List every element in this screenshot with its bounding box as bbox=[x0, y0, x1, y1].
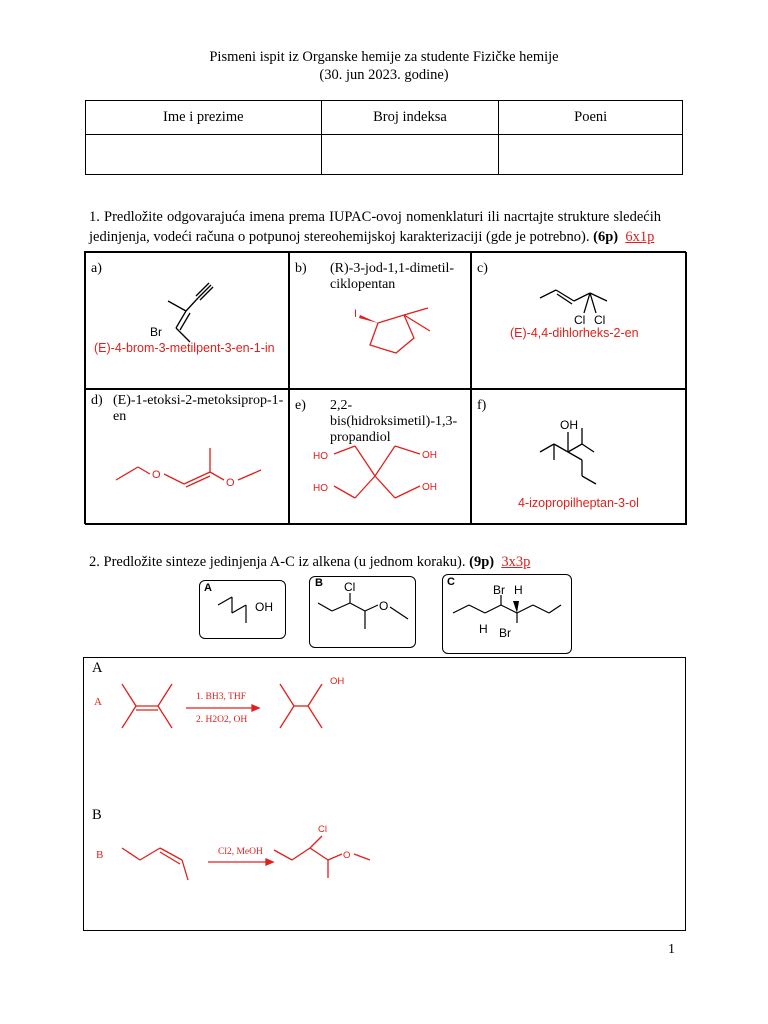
student-info-table bbox=[85, 100, 683, 175]
answer-box bbox=[83, 657, 686, 931]
product-b-o: O bbox=[343, 850, 351, 861]
question-2-text: 2. Predložite sinteze jedinjenja A-C iz alkena (u jednom koraku). bbox=[89, 554, 466, 570]
cell-d-given: (E)-1-etoksi-2-metoksiprop-1-en bbox=[113, 393, 284, 424]
question-1-text: 1. Predložite odgovarajuća imena prema IUPAC-ovoj nomenklaturi ili nacrtajte strukture sledećih jedinjenja, vodeći računa o potpunoj stereohemijskoj karakterizaciji (gde je potrebno). bbox=[89, 209, 661, 245]
cell-b bbox=[289, 252, 471, 389]
reaction-a bbox=[104, 670, 404, 750]
exam-date: (30. jun 2023. godine) bbox=[319, 67, 449, 83]
target-b-label: B bbox=[315, 577, 323, 589]
target-a-box bbox=[199, 580, 286, 639]
cell-a-answer: (E)-4-brom-3-metilpent-3-en-1-in bbox=[94, 341, 275, 355]
cell-c bbox=[471, 252, 687, 389]
atom-e-oh-2: OH bbox=[422, 482, 437, 493]
cell-a-label: a) bbox=[91, 261, 102, 276]
name-field[interactable] bbox=[86, 135, 322, 175]
target-b-box bbox=[309, 576, 416, 648]
reagent-b: Cl2, MeOH bbox=[218, 847, 263, 857]
atom-target-b-o: O bbox=[379, 599, 389, 613]
question-2 bbox=[89, 552, 661, 572]
column-header-index: Broj indeksa bbox=[321, 101, 499, 135]
exam-title: Pismeni ispit iz Organske hemije za studente Fizičke hemije bbox=[209, 49, 559, 65]
index-field[interactable] bbox=[321, 135, 499, 175]
atom-f-oh: OH bbox=[560, 420, 578, 432]
cell-b-given: (R)-3-jod-1,1-dimetil-ciklopentan bbox=[330, 261, 455, 292]
structure-e bbox=[310, 440, 470, 520]
atom-target-c-h-2: H bbox=[479, 622, 488, 636]
product-a-oh: OH bbox=[330, 676, 345, 687]
atom-d-o-1: O bbox=[152, 469, 161, 481]
answer-b-label: B bbox=[92, 807, 102, 823]
structure-target-c bbox=[443, 575, 573, 653]
atom-e-ho-1: HO bbox=[313, 451, 328, 462]
question-1-grid bbox=[84, 251, 686, 524]
product-b-cl: Cl bbox=[318, 824, 327, 835]
target-c-box bbox=[442, 574, 572, 654]
reaction-b bbox=[114, 818, 434, 898]
column-header-points: Poeni bbox=[499, 101, 683, 135]
cell-f-answer: 4-izopropilheptan-3-ol bbox=[518, 496, 639, 510]
structure-c bbox=[532, 273, 672, 333]
cell-d bbox=[85, 389, 289, 525]
target-c-label: C bbox=[447, 576, 455, 588]
reagent-a-2: 2. H2O2, OH bbox=[196, 715, 248, 725]
cell-c-answer: (E)-4,4-dihlorheks-2-en bbox=[510, 326, 639, 340]
atom-b-i: I bbox=[354, 308, 358, 320]
cell-f bbox=[471, 389, 687, 525]
structure-b bbox=[330, 293, 470, 383]
question-1-grading: 6x1p bbox=[625, 229, 655, 245]
question-1-points: (6p) bbox=[593, 229, 619, 245]
question-2-grading: 3x3p bbox=[501, 554, 531, 570]
cell-e-given: 2,2-bis(hidroksimetil)-1,3-propandiol bbox=[330, 398, 458, 445]
atom-c-cl-2: Cl bbox=[594, 313, 606, 327]
page-number: 1 bbox=[668, 942, 675, 957]
answer-a-red-label: A bbox=[94, 696, 102, 708]
atom-e-ho-2: HO bbox=[313, 483, 328, 494]
question-1 bbox=[89, 207, 661, 247]
points-field[interactable] bbox=[499, 135, 683, 175]
atom-target-c-h-1: H bbox=[514, 583, 523, 597]
structure-d bbox=[106, 440, 286, 500]
cell-d-label: d) bbox=[91, 393, 103, 408]
answer-b-red-label: B bbox=[96, 849, 104, 861]
target-a-label: A bbox=[204, 582, 212, 594]
cell-c-label: c) bbox=[477, 261, 488, 276]
atom-a-br: Br bbox=[150, 325, 162, 339]
reagent-a-1: 1. BH3, THF bbox=[196, 692, 246, 702]
cell-a bbox=[85, 252, 289, 389]
atom-target-c-br-1: Br bbox=[493, 583, 505, 597]
atom-e-oh-1: OH bbox=[422, 450, 437, 461]
cell-f-label: f) bbox=[477, 398, 487, 413]
answer-a-label: A bbox=[92, 660, 103, 676]
atom-c-cl-1: Cl bbox=[574, 313, 586, 327]
atom-target-a-oh: OH bbox=[255, 600, 273, 614]
atom-target-b-cl: Cl bbox=[344, 580, 356, 594]
structure-f bbox=[532, 420, 672, 500]
question-2-points: (9p) bbox=[469, 554, 495, 570]
column-header-name: Ime i prezime bbox=[86, 101, 322, 135]
cell-e bbox=[289, 389, 471, 525]
atom-d-o-2: O bbox=[226, 477, 235, 489]
structure-target-b bbox=[310, 579, 417, 647]
cell-b-label: b) bbox=[295, 261, 307, 276]
structure-target-a bbox=[210, 591, 285, 636]
cell-e-label: e) bbox=[295, 398, 306, 413]
atom-target-c-br-2: Br bbox=[499, 626, 511, 640]
